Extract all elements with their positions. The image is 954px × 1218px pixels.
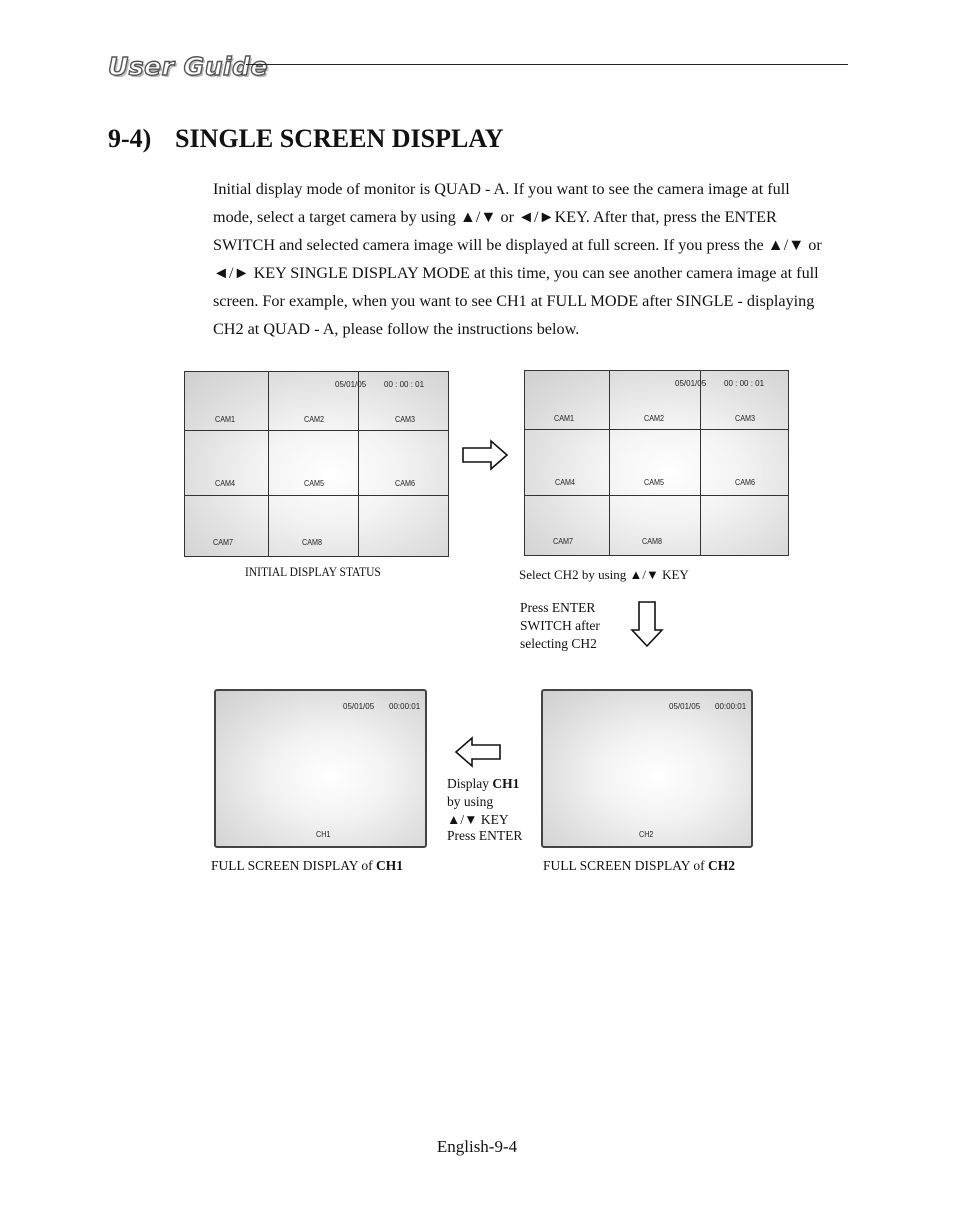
section-title [108, 124, 503, 154]
caption-full-ch2: FULL SCREEN DISPLAY of CH2 [543, 858, 736, 873]
osd-date: 05/01/05 [669, 702, 701, 711]
cam-label: CAM6 [735, 478, 756, 487]
osd-time: 00 : 00 : 01 [724, 379, 765, 388]
caption-select-ch2: Select CH2 by using ▲/▼ KEY [519, 567, 689, 582]
cam-label: CAM4 [555, 478, 576, 487]
cam-label: CAM1 [554, 414, 575, 423]
caption-full-ch1: FULL SCREEN DISPLAY of CH1 [211, 858, 404, 873]
intro-paragraph: Initial display mode of monitor is QUAD - A. If you want to see the camera image at full mode, select a target camera by using ▲/▼ or ◄/►KEY. After that, press the ENTER SWITCH and selected camera image will be displayed at full screen. If you press the ▲/▼ or ◄/► KEY SINGLE DISPLAY MODE at this time, you can see another camera image at full screen. For example, when you want to see CH1 at FULL MODE after SINGLE - displaying CH2 at QUAD - A, please follow the instructions below. [213, 180, 822, 338]
osd-time: 00:00:01 [715, 702, 747, 711]
cam-label: CAM5 [644, 478, 665, 487]
cam-label: CAM5 [304, 479, 325, 488]
caption-initial-status: INITIAL DISPLAY STATUS [245, 565, 381, 579]
ch-label: CH1 [316, 830, 331, 839]
cam-label: CAM3 [395, 415, 416, 424]
page-number: English-9-4 [436, 1137, 518, 1156]
quad-screen-initial [184, 371, 449, 557]
section-number: 9-4) [108, 124, 152, 153]
header-rule [246, 64, 848, 65]
full-screen-ch2 [541, 689, 753, 848]
osd-date: 05/01/05 [335, 380, 367, 389]
cam-label: CAM2 [304, 415, 325, 424]
cam-label: CAM2 [644, 414, 665, 423]
cam-label: CAM7 [213, 538, 234, 547]
down-arrow-icon [630, 600, 664, 648]
quad-screen-select-ch2 [524, 370, 789, 556]
cam-label: CAM4 [215, 479, 236, 488]
ch-label: CH2 [639, 830, 654, 839]
cam-label: CAM8 [302, 538, 323, 547]
left-arrow-icon [454, 736, 502, 768]
osd-time: 00:00:01 [389, 702, 421, 711]
cam-label: CAM7 [553, 537, 574, 546]
osd-date: 05/01/05 [675, 379, 707, 388]
full-screen-ch1 [214, 689, 427, 848]
right-arrow-icon [461, 439, 509, 471]
caption-display-ch1: Display CH1 by using ▲/▼ KEY Press ENTER [447, 776, 523, 843]
cam-label: CAM6 [395, 479, 416, 488]
user-guide-logo: User Guide [108, 52, 268, 81]
caption-press-enter: Press ENTER SWITCH after selecting CH2 [520, 600, 600, 651]
osd-date: 05/01/05 [343, 702, 375, 711]
cam-label: CAM3 [735, 414, 756, 423]
section-title-text: SINGLE SCREEN DISPLAY [175, 124, 504, 153]
osd-time: 00 : 00 : 01 [384, 380, 425, 389]
cam-label: CAM1 [215, 415, 236, 424]
cam-label: CAM8 [642, 537, 663, 546]
